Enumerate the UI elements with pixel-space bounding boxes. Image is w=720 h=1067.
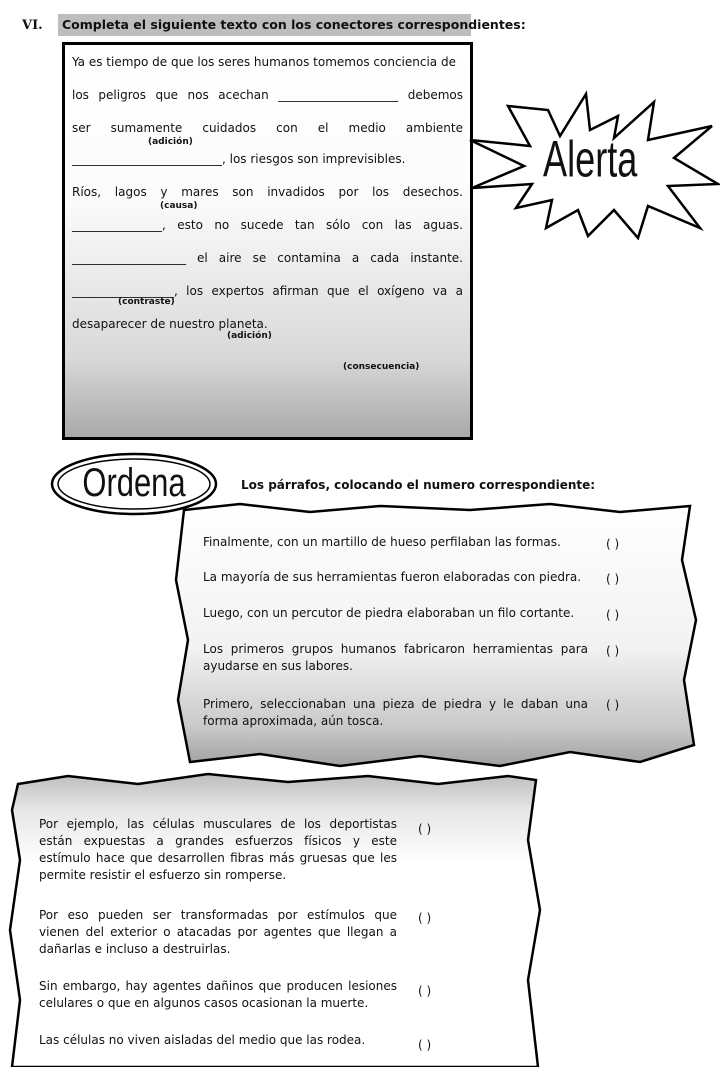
text-line-5: Ríos, lagos y mares son invadidos por los desechos. (72, 185, 463, 199)
ordena-text: Ordena (82, 460, 186, 506)
cells-item-3: Sin embargo, hay agentes dañinos que producen lesiones celulares o que en algunos casos ocasionan la muerte. (39, 979, 397, 1010)
cells-paren-4[interactable]: ( ) (418, 1038, 432, 1052)
label-contraste: (contraste) (118, 297, 175, 307)
text-line-2: los peligros que nos acechan ____________________ debemos (72, 88, 463, 102)
label-adicion-1: (adición) (148, 137, 193, 147)
text-line-7: ___________________ el aire se contamina a cada instante. (72, 251, 463, 265)
ordena-item-1: Finalmente, con un martillo de hueso perfilaban las formas. (203, 535, 561, 549)
cells-paren-3[interactable]: ( ) (418, 984, 432, 998)
cells-item-1: Por ejemplo, las células musculares de los deportistas están expuestas a grandes esfuerzos físicos y este estímulo hace que desarrollen fibras más gruesas que les permite resistir el esfuerzo sin romperse. (39, 817, 397, 882)
label-adicion-2: (adición) (227, 331, 272, 341)
ordena-item-2: La mayoría de sus herramientas fueron elaboradas con piedra. (203, 570, 582, 584)
ordena-item-3: Luego, con un percutor de piedra elaboraban un filo cortante. (203, 606, 575, 620)
cells-paren-2[interactable]: ( ) (418, 911, 432, 925)
text-line-4: _________________________, los riesgos son imprevisibles. (72, 152, 406, 166)
cells-item-2: Por eso pueden ser transformadas por estímulos que vienen del exterior o atacadas por agentes que llegan a dañarlas e incluso a destruirlas. (39, 908, 397, 956)
ordena-item-4: Los primeros grupos humanos fabricaron herramientas para ayudarse en sus labores. (203, 642, 588, 673)
cells-item-4: Las células no viven aisladas del medio que las rodea. (39, 1033, 366, 1047)
section-number: VI. (22, 18, 43, 33)
text-line-8: _________________, los expertos afirman que el oxígeno va a (72, 284, 463, 298)
alerta-text: Alerta (543, 131, 638, 189)
ordena-paren-3[interactable]: ( ) (606, 608, 620, 622)
label-causa: (causa) (160, 201, 198, 211)
ordena-paren-2[interactable]: ( ) (606, 572, 620, 586)
ordena-paren-5[interactable]: ( ) (606, 698, 620, 712)
text-line-3: ser sumamente cuidados con el medio ambiente (72, 121, 463, 135)
text-line-1: Ya es tiempo de que los seres humanos tomemos conciencia de (72, 55, 456, 69)
alerta-starburst (468, 88, 720, 240)
ordena-paren-1[interactable]: ( ) (606, 537, 620, 551)
label-consecuencia: (consecuencia) (343, 362, 420, 372)
ordena-item-5: Primero, seleccionaban una pieza de piedra y le daban una forma aproximada, aún tosca. (203, 697, 588, 728)
section-instruction: Completa el siguiente texto con los conectores correspondientes: (58, 14, 471, 36)
text-line-6: _______________, esto no sucede tan sólo con las aguas. (72, 218, 463, 232)
ordena-paren-4[interactable]: ( ) (606, 644, 620, 658)
cells-paren-1[interactable]: ( ) (418, 822, 432, 836)
text-line-9: desaparecer de nuestro planeta. (72, 317, 268, 331)
ordena-instruction: Los párrafos, colocando el numero correspondiente: (241, 478, 596, 492)
